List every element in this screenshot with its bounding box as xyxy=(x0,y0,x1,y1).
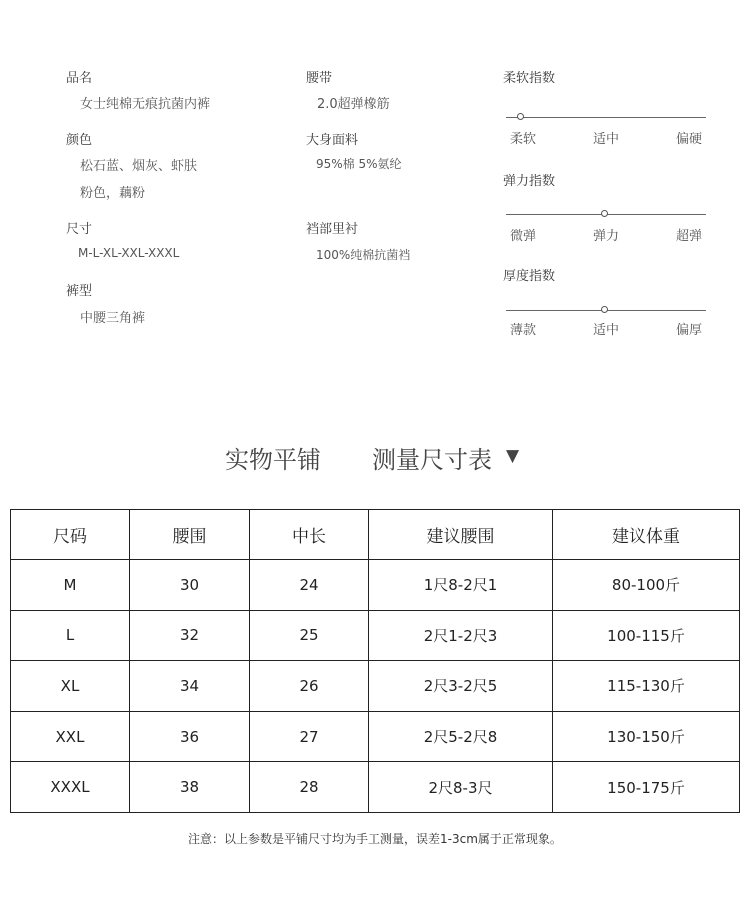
cell-suggested-waist: 2尺1-2尺3 xyxy=(369,610,553,661)
section-title-flat-lay: 实物平铺 xyxy=(225,446,321,474)
cell-suggested-waist: 2尺8-3尺 xyxy=(369,762,553,813)
cell-length: 28 xyxy=(250,762,369,813)
color-label: 颜色 xyxy=(66,133,93,148)
header-suggested-weight: 建议体重 xyxy=(553,510,740,560)
header-length: 中长 xyxy=(250,510,369,560)
section-title-size-chart: 测量尺寸表 xyxy=(372,446,492,474)
down-triangle-icon: ▼ xyxy=(506,446,520,466)
cell-length: 27 xyxy=(250,711,369,762)
header-waist: 腰围 xyxy=(130,510,250,560)
product-name-label: 品名 xyxy=(66,71,93,86)
table-row xyxy=(11,711,740,762)
table-row xyxy=(11,661,740,712)
cell-size: XL xyxy=(11,661,130,712)
elasticity-mid-label: 弹力 xyxy=(593,229,620,244)
softness-mid-label: 适中 xyxy=(593,132,620,147)
elasticity-low-label: 微弹 xyxy=(510,229,537,244)
cell-suggested-weight: 130-150斤 xyxy=(553,711,740,762)
style-label: 裤型 xyxy=(66,284,93,299)
thickness-level-dot xyxy=(601,306,608,313)
product-name-value: 女士纯棉无痕抗菌内裤 xyxy=(80,97,211,112)
cell-suggested-waist: 2尺5-2尺8 xyxy=(369,711,553,762)
thickness-low-label: 薄款 xyxy=(510,323,537,338)
table-header-row xyxy=(11,510,740,560)
measurement-note: 注意：以上参数是平铺尺寸均为手工测量，误差1-3cm属于正常现象。 xyxy=(188,832,562,846)
cell-suggested-waist: 2尺3-2尺5 xyxy=(369,661,553,712)
crotch-lining-value: 100%纯棉抗菌裆 xyxy=(316,248,411,262)
color-value-line1: 松石蓝、烟灰、虾肤 xyxy=(80,159,198,174)
elasticity-high-label: 超弹 xyxy=(676,229,703,244)
cell-suggested-weight: 100-115斤 xyxy=(553,610,740,661)
cell-suggested-waist: 1尺8-2尺1 xyxy=(369,560,553,611)
cell-suggested-weight: 150-175斤 xyxy=(553,762,740,813)
cell-size: XXXL xyxy=(11,762,130,813)
cell-size: M xyxy=(11,560,130,611)
color-value-line2: 粉色，藕粉 xyxy=(80,186,146,201)
cell-waist: 30 xyxy=(130,560,250,611)
cell-length: 25 xyxy=(250,610,369,661)
cell-suggested-weight: 115-130斤 xyxy=(553,661,740,712)
softness-index-title: 柔软指数 xyxy=(503,71,556,86)
softness-high-label: 偏硬 xyxy=(676,132,703,147)
softness-scale-line xyxy=(506,117,706,118)
header-size: 尺码 xyxy=(11,510,130,560)
cell-waist: 34 xyxy=(130,661,250,712)
fabric-value: 95%棉 5%氨纶 xyxy=(316,157,402,171)
crotch-lining-label: 裆部里衬 xyxy=(306,222,359,237)
table-row xyxy=(11,560,740,611)
softness-low-label: 柔软 xyxy=(510,132,537,147)
cell-size: L xyxy=(11,610,130,661)
waistband-value: 2.0超弹橡筋 xyxy=(317,97,390,112)
cell-waist: 36 xyxy=(130,711,250,762)
waistband-label: 腰带 xyxy=(306,71,333,86)
cell-suggested-weight: 80-100斤 xyxy=(553,560,740,611)
thickness-high-label: 偏厚 xyxy=(676,323,703,338)
table-row xyxy=(11,762,740,813)
size-chart-table xyxy=(10,509,740,813)
table-row xyxy=(11,610,740,661)
cell-length: 24 xyxy=(250,560,369,611)
thickness-mid-label: 适中 xyxy=(593,323,620,338)
style-value: 中腰三角裤 xyxy=(80,311,146,326)
size-label: 尺寸 xyxy=(66,222,93,237)
softness-level-dot xyxy=(517,113,524,120)
size-value: M-L-XL-XXL-XXXL xyxy=(78,246,180,260)
cell-waist: 38 xyxy=(130,762,250,813)
elasticity-level-dot xyxy=(601,210,608,217)
cell-length: 26 xyxy=(250,661,369,712)
elasticity-index-title: 弹力指数 xyxy=(503,174,556,189)
cell-size: XXL xyxy=(11,711,130,762)
cell-waist: 32 xyxy=(130,610,250,661)
thickness-index-title: 厚度指数 xyxy=(503,269,556,284)
header-suggested-waist: 建议腰围 xyxy=(369,510,553,560)
fabric-label: 大身面料 xyxy=(306,133,359,148)
